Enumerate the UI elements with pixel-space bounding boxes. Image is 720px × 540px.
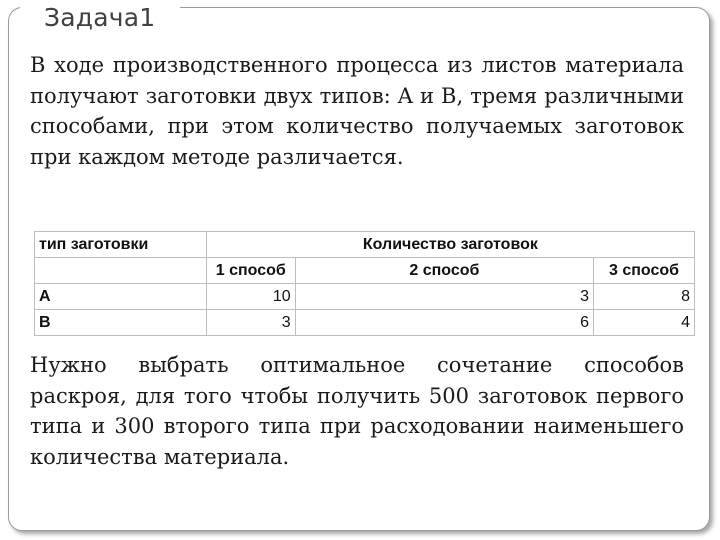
table-row (35, 310, 695, 336)
header-blank-type: тип заготовки (35, 232, 207, 258)
table-header-row (35, 232, 695, 258)
row-label-a: A (35, 284, 207, 310)
method-3-header: 3 способ (594, 258, 695, 284)
slide-title: Задача1 (44, 3, 156, 32)
table-row (35, 284, 695, 310)
row-label-b: B (35, 310, 207, 336)
empty-cell (35, 258, 207, 284)
cell-b-method-2: 6 (295, 310, 593, 336)
cell-a-method-2: 3 (295, 284, 593, 310)
cell-a-method-1: 10 (206, 284, 295, 310)
cell-b-method-1: 3 (206, 310, 295, 336)
problem-description: В ходе производственного процесса из листов материала получают заготовки двух типов: A и B, тремя различными способами, при этом количество получаемых заготовок при каждом методе различается. (30, 53, 684, 169)
method-2-header: 2 способ (295, 258, 593, 284)
cell-b-method-3: 4 (594, 310, 695, 336)
table-methods-row (35, 258, 695, 284)
task-goal: Нужно выбрать оптимальное сочетание способов раскроя, для того чтобы получить 500 заготовок первого типа и 300 второго типа при расходовании наименьшего количества материала. (30, 353, 684, 469)
cell-a-method-3: 8 (594, 284, 695, 310)
header-quantity: Количество заготовок (206, 232, 694, 258)
method-1-header: 1 способ (206, 258, 295, 284)
blanks-table (34, 231, 695, 336)
